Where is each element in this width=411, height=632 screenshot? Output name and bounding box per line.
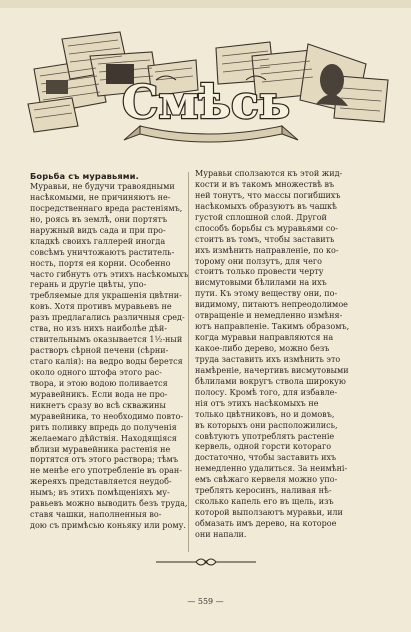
text-line: равьевъ можно выводить безъ труда, [30,499,188,509]
article-right-column [195,169,372,541]
text-line: посредственнаго вреда растеніямъ, [30,203,183,213]
text-line: способъ борьбы съ муравьями со- [195,223,338,233]
text-line: рить поливку впредь до полученія [30,422,177,432]
text-line: не менѣе его употребленіе въ оран- [30,466,182,476]
text-line: вблизи муравейника растенія не [30,444,171,454]
text-line: часто гибнутъ отъ этихъ насѣкомыхъ [30,269,189,279]
text-line: видимому, питаютъ непреодолимое [195,300,348,310]
text-line: муравейникъ. Если вода не про- [30,389,168,399]
text-line: нымъ; въ этихъ помѣщеніяхъ му- [30,488,170,498]
text-line: труда заставить ихъ измѣнить это [195,354,341,364]
text-line: никнетъ сразу во всѣ скважины [30,400,166,410]
text-line: намѣреніе, начертивъ висмутовыми [195,365,349,375]
text-line: ютъ направленіе. Такимъ образомъ, [195,322,350,332]
text-line: разъ предлагались различныя сред- [30,313,185,323]
text-line: стоитъ въ томъ, чтобы заставить [195,234,335,244]
text-line: Муравьи сползаются къ этой жид- [195,169,343,178]
text-line: совѣтуютъ употреблять растеніе [195,431,335,441]
text-line: насѣкомыми, не причиняютъ не- [30,192,171,202]
text-line: но, роясь въ землѣ, они портятъ [30,214,168,224]
text-line: совсѣмъ уничтожаютъ раститель- [30,247,175,257]
text-line: портятся отъ этого раствора; тѣмъ [30,455,179,465]
text-line: обмазать имъ дерево, на которое [195,519,337,528]
text-line: они напали. [195,529,247,539]
section-end-ornament [154,553,258,565]
text-line: торому они ползутъ, для чего [195,256,322,266]
masthead-illustration [20,14,392,162]
text-line: желаемаго дѣйствія. Находящіяся [30,433,177,443]
text-line: ность, портя ея корни. Особенно [30,258,171,268]
text-line: которой выползаютъ муравьи, или [195,508,343,518]
text-line: ней тонутъ, что массы погибшихъ [195,190,341,200]
text-line: ства, но изъ нихъ наиболѣе дѣй- [30,324,167,334]
text-line: кости и въ такомъ множествѣ въ [195,179,335,189]
text-line: только цвѣтниковъ, но и домовъ, [195,409,335,419]
article-heading: Борьба съ муравьями. [30,171,139,181]
text-line: Муравьи, не будучи травоядными [30,182,175,191]
text-line: немедленно удалиться. За неимѣні- [195,464,348,474]
article-left-column [30,182,200,532]
text-line: герань и другіе цвѣты, упо- [30,280,147,290]
text-line: ихъ измѣнить направленіе, по ко- [195,245,339,255]
text-line: бѣлилами вокругъ ствола широкую [195,376,346,386]
text-line: сколько капель его въ щель, изъ [195,497,334,507]
page-edge [0,0,411,8]
column-divider [188,172,189,552]
text-line: твора, и этою водою поливается [30,378,168,388]
text-line: какое-либо дерево, можно безъ [195,344,330,353]
text-line: около одного штофа этого рас- [30,367,162,377]
text-line: требляемые для украшенія цвѣтни- [30,291,182,301]
text-line: нія отъ этихъ насѣкомыхъ не [195,398,319,408]
text-line: треблять керосинъ, наливая нѣ- [195,486,332,496]
text-line: насѣкомыхъ образуютъ въ чашкѣ [195,201,337,211]
text-line: растворъ сѣрной печени (сѣрни- [30,346,169,356]
text-line: кладкѣ своихъ галлерей иногда [30,236,166,246]
text-line: ствительнымъ оказывается 1½-ный [30,335,183,345]
text-line: наружный видъ сада и при про- [30,225,166,235]
text-line: висмутовыми бѣлилами на ихъ [195,278,327,288]
text-line: муравейника, то необходимо повто- [30,411,184,421]
text-line: достаточно, чтобы заставить ихъ [195,453,337,463]
text-line: дою съ примѣсью коньяку или рому. [30,521,186,531]
text-line: ставя чашки, наполненныя во- [30,510,162,520]
page-number: — 559 — [187,597,224,606]
text-line: въ которыхъ они расположились, [195,420,338,430]
text-line: жереяхъ представляется неудоб- [30,477,172,487]
text-line: стоитъ только провести черту [195,267,324,277]
text-line: отвращеніе и немедленно измѣня- [195,311,343,321]
text-line: когда муравьи направляются на [195,333,334,343]
text-line: полосу. Кромѣ того, для избавле- [195,387,338,397]
masthead-title: Смѣсь [121,75,291,129]
text-line: пути. Къ этому веществу они, по- [195,289,338,299]
text-line: емъ свѣжаго кервеля можно упо- [195,475,338,485]
text-line: густой сплошной слой. Другой [195,212,327,222]
text-line: ковъ. Хотя противъ муравьевъ не [30,302,172,312]
text-line: кервель, одной горсти котораго [195,442,332,452]
text-line: стаго калія): на ведро воды берется [30,357,183,366]
